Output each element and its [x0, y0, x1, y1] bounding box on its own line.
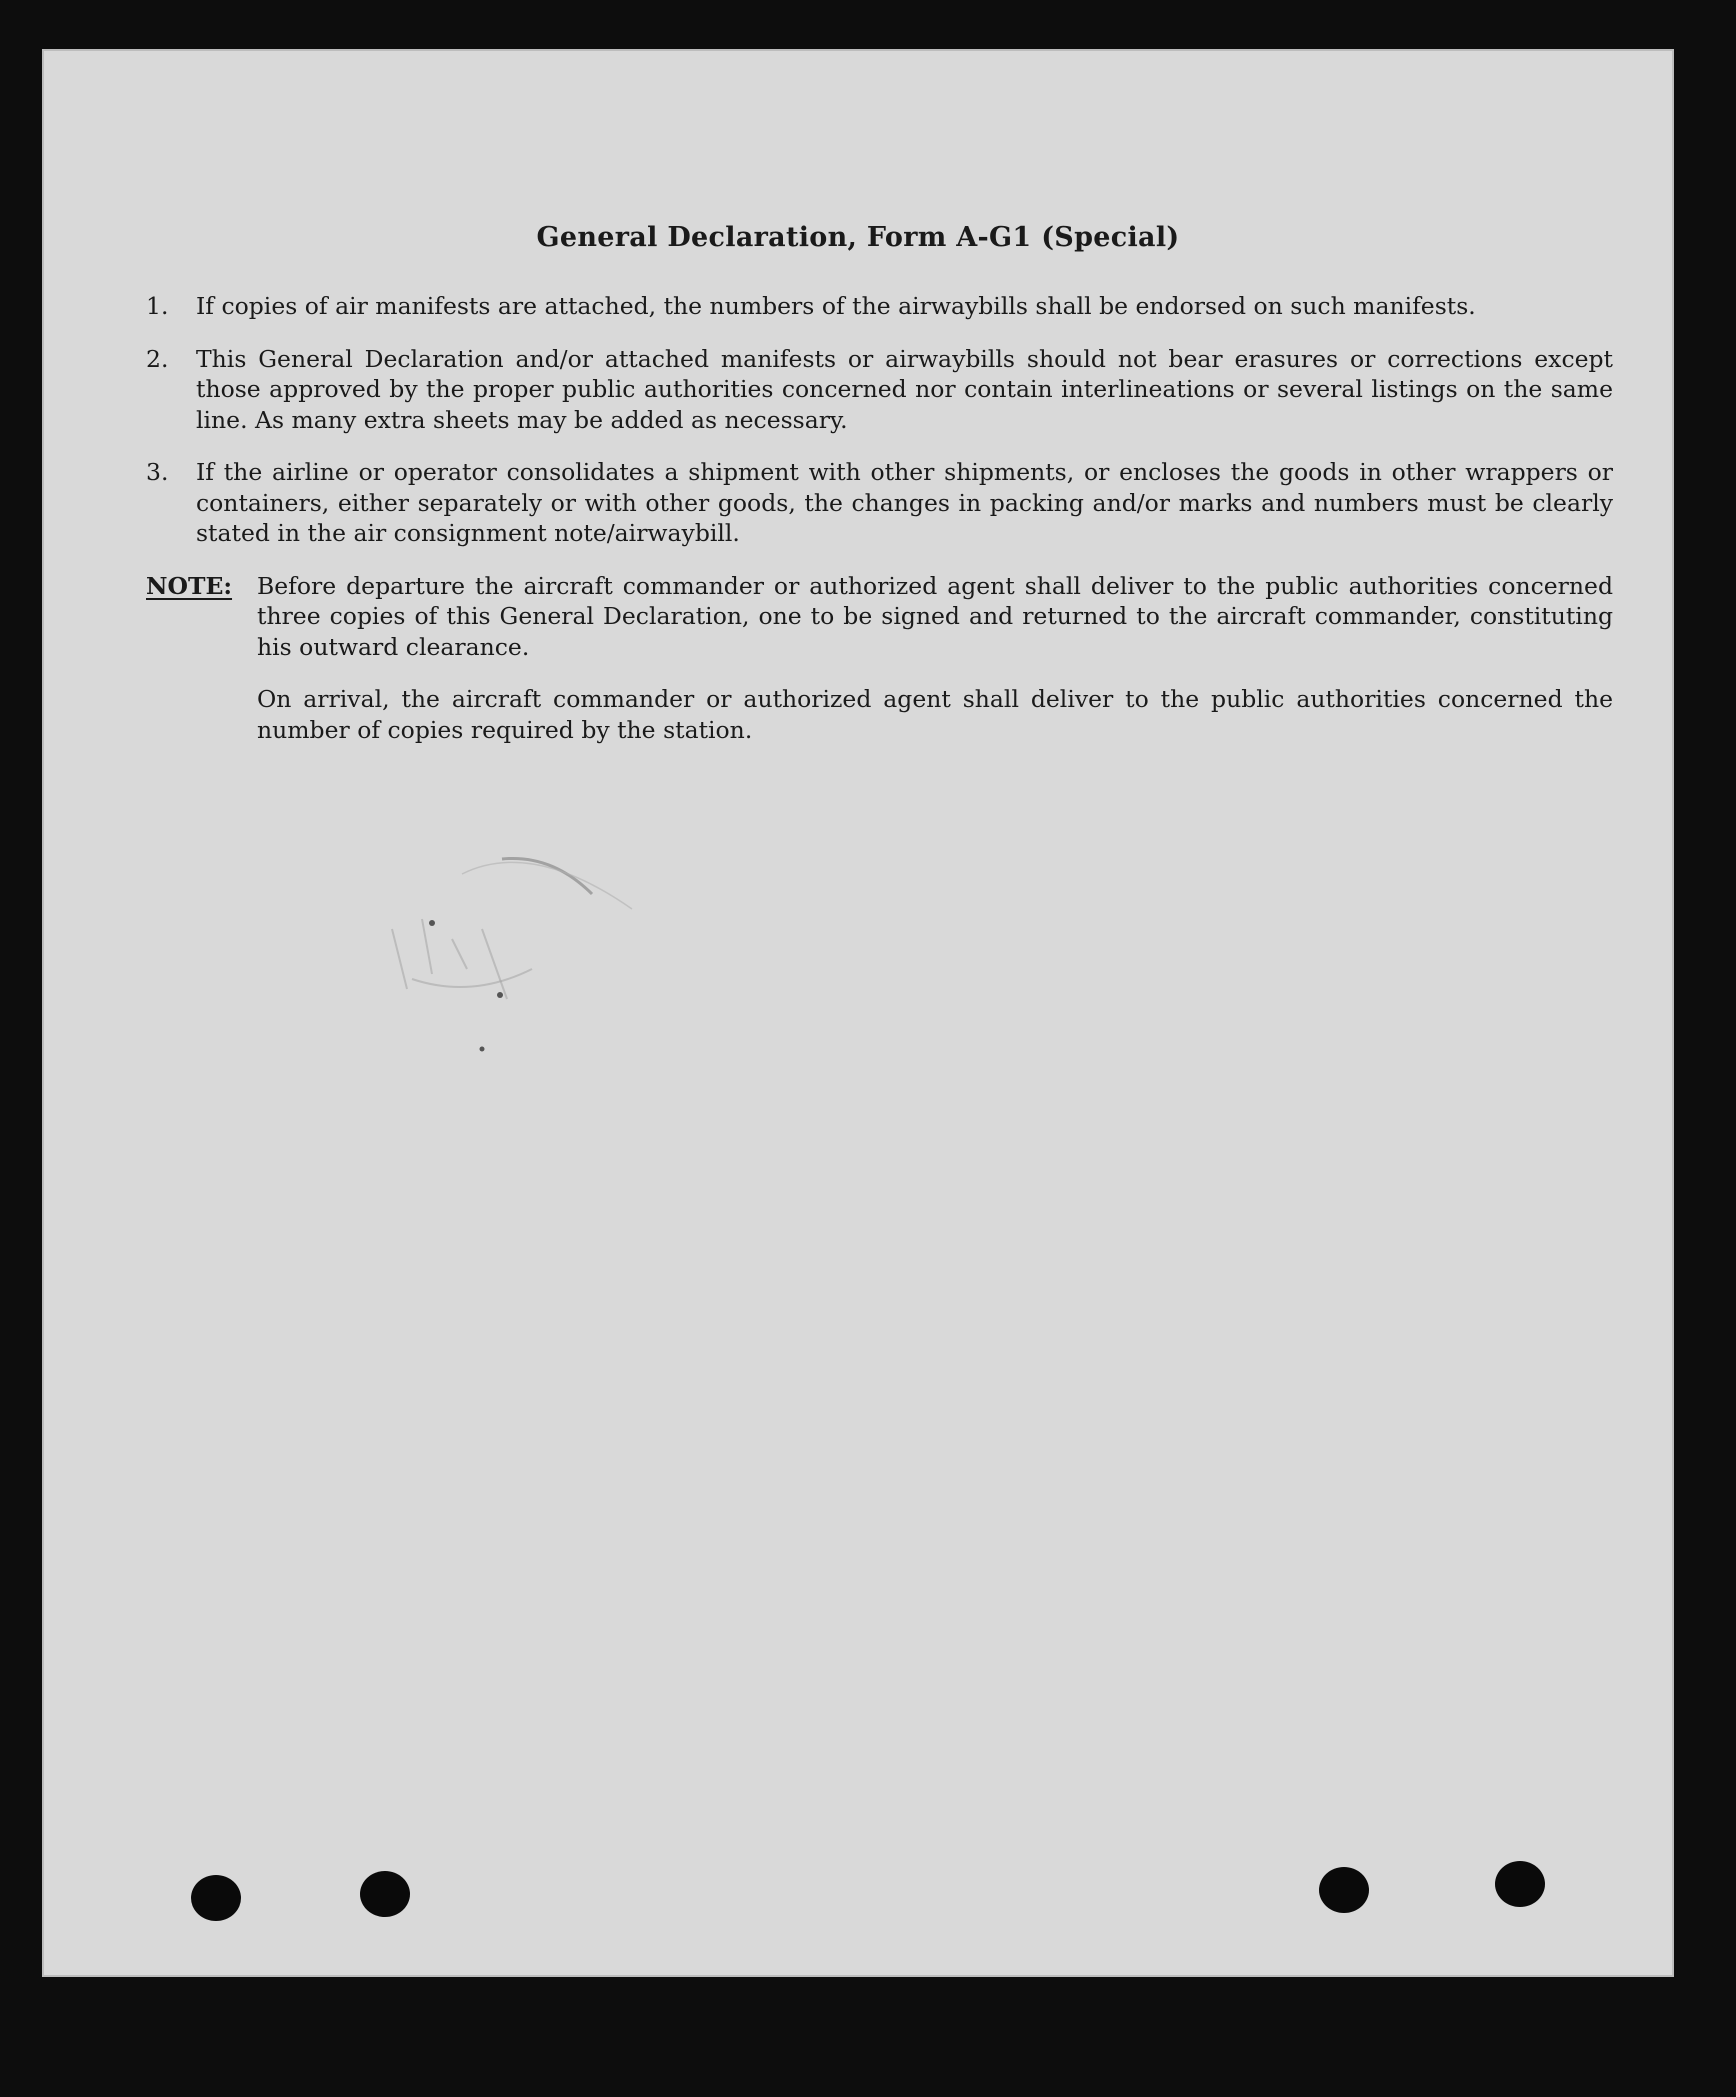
- note-paragraph: Before departure the aircraft commander or authorized agent shall deliver to the public authorities concerned three copies of this General Declaration, one to be signed and returned to the aircraft commander, constituting his outward clearance.: [257, 571, 1613, 661]
- list-item: [146, 344, 1613, 436]
- note-paragraph: On arrival, the aircraft commander or authorized agent shall deliver to the public authorities concerned the number of copies required by the station.: [257, 685, 1613, 744]
- note-body: [257, 571, 1613, 768]
- list-item: [146, 291, 1613, 322]
- note-section: [146, 571, 1613, 768]
- faded-stamp-mark: [332, 799, 692, 1059]
- binder-hole: [360, 1871, 410, 1917]
- item-text: If copies of air manifests are attached, the numbers of the airwaybills shall be endorsed on such manifests.: [196, 292, 1476, 320]
- list-item: [146, 457, 1613, 549]
- item-number: 2.: [146, 344, 169, 373]
- item-text: This General Declaration and/or attached manifests or airwaybills should not bear erasures or corrections except those approved by the proper public authorities concerned nor contain interlineations or several listings on the same line. As many extra sheets may be added as necessary.: [196, 344, 1613, 434]
- item-number: 1.: [146, 292, 169, 320]
- document-page: [42, 49, 1674, 1977]
- binder-hole: [1495, 1861, 1545, 1907]
- binder-hole: [191, 1875, 241, 1921]
- item-text: If the airline or operator consolidates a shipment with other shipments, or encloses the goods in other wrappers or containers, either separately or with other goods, the changes in packing and/or marks and numbers must be clearly stated in the air consignment note/airwaybill.: [196, 458, 1613, 547]
- binder-hole: [1319, 1867, 1369, 1913]
- document-body: [146, 291, 1613, 767]
- item-number: 3.: [146, 458, 169, 486]
- document-title: General Declaration, Form A-G1 (Special): [536, 222, 1180, 253]
- note-label: NOTE:: [146, 571, 233, 600]
